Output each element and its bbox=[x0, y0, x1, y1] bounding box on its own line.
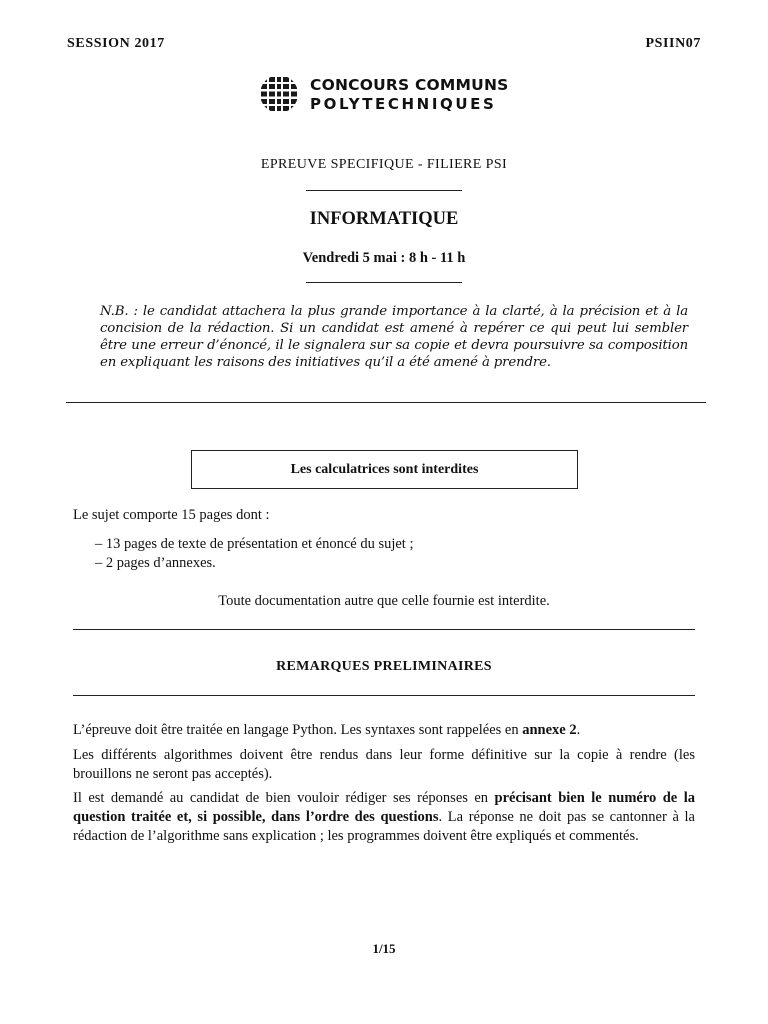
list-item: – 13 pages de texte de présentation et énoncé du sujet ; bbox=[95, 536, 414, 552]
divider bbox=[66, 402, 706, 403]
ccp-globe-logo-icon bbox=[259, 74, 299, 114]
exam-date: Vendredi 5 mai : 8 h - 11 h bbox=[302, 250, 466, 266]
ccp-logo bbox=[259, 74, 519, 116]
divider bbox=[306, 190, 462, 191]
annexe-reference: annexe 2 bbox=[522, 722, 577, 738]
paragraph-answers bbox=[73, 789, 695, 846]
subject-intro: Le sujet comporte 15 pages dont : bbox=[73, 507, 270, 523]
session-label: SESSION 2017 bbox=[67, 36, 165, 51]
exam-code: PSIIN07 bbox=[645, 36, 701, 51]
divider bbox=[73, 695, 695, 696]
nb-note: N.B. : le candidat attachera la plus grande importance à la clarté, à la précision et à la concision de la rédaction. Si un candidat est amené à repérer ce qui peut lui sembler être une erreur d’énoncé, il le signalera sur sa copie et devra poursuivre sa composition en expliquant les raisons des initiatives qu’il a été amené à prendre. bbox=[100, 304, 688, 370]
divider bbox=[306, 282, 462, 283]
list-item: – 2 pages d’annexes. bbox=[95, 555, 216, 571]
paragraph-text: . La réponse ne doit pas se cantonner à la rédaction de l’algorithme sans explication ; les programmes doivent être expliqués et commentés. bbox=[73, 809, 695, 844]
calculator-notice: Les calculatrices sont interdites bbox=[191, 450, 578, 489]
page-number: 1/15 bbox=[372, 941, 396, 956]
page-title: INFORMATIQUE bbox=[309, 209, 459, 229]
paragraph-python bbox=[73, 721, 695, 740]
paragraph-algorithms: Les différents algorithmes doivent être rendus dans leur forme définitive sur la copie à rendre (les brouillons ne seront pas acceptés). bbox=[73, 747, 695, 782]
remarques-heading: REMARQUES PRELIMINAIRES bbox=[276, 659, 492, 674]
logo-line-2: POLYTECHNIQUES bbox=[310, 95, 497, 113]
logo-line-1: CONCOURS COMMUNS bbox=[310, 76, 509, 94]
paragraph-text: L’épreuve doit être traitée en langage Python. Les syntaxes sont rappelées en bbox=[73, 722, 523, 738]
paragraph-text: Il est demandé au candidat de bien vouloir rédiger ses réponses en bbox=[73, 790, 495, 806]
divider bbox=[73, 629, 695, 630]
epreuve-heading: EPREUVE SPECIFIQUE - FILIERE PSI bbox=[260, 157, 508, 172]
emphasis-text: précisant bien le numéro de la question traitée et, si possible, dans l’ordre des questions bbox=[73, 790, 695, 825]
paragraph-text: . bbox=[576, 722, 581, 738]
documentation-note: Toute documentation autre que celle fournie est interdite. bbox=[218, 593, 550, 609]
